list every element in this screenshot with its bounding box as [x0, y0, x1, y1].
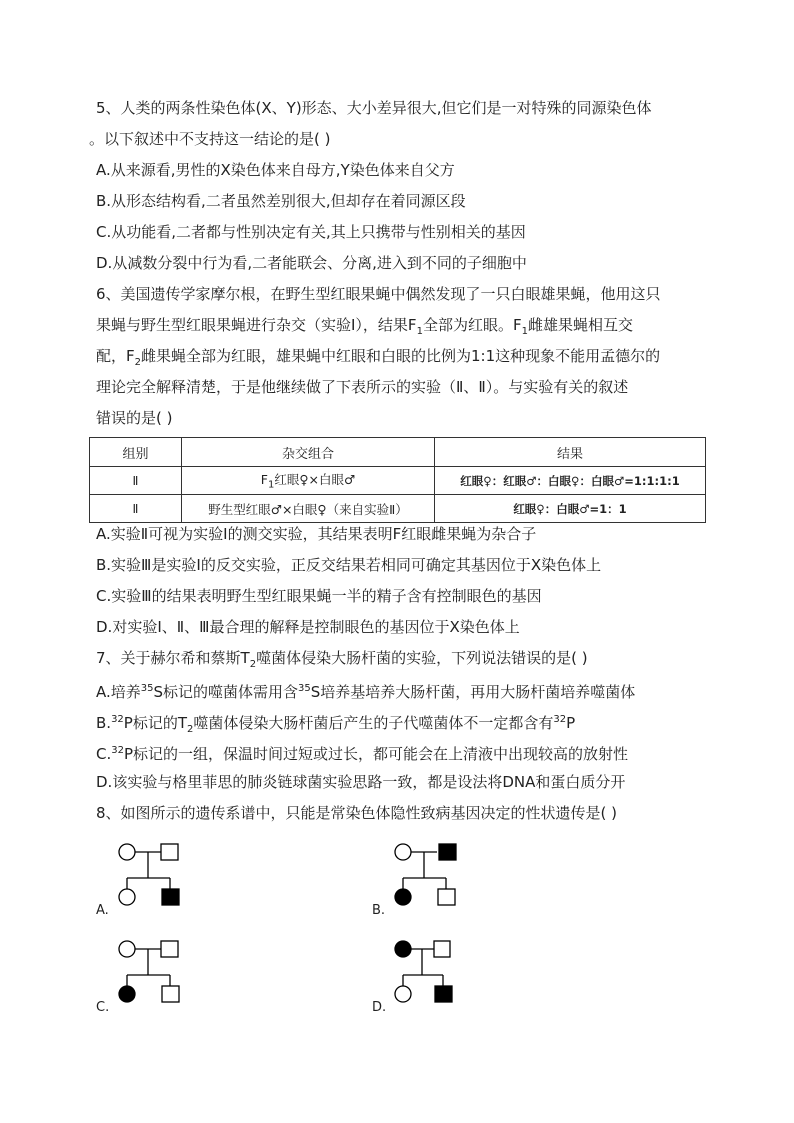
q6-stem-line3: 配，$F_2$雌果蝇全部为红眼，雄果蝇中红眼和白眼的比例为1:1这种现象不能用孟德尔的 — [96, 347, 661, 368]
table-cell-group: Ⅱ — [90, 495, 182, 523]
table-cell-cross: 野生型红眼♂×白眼♀（来自实验Ⅱ） — [182, 495, 435, 523]
q6-stem-line1: 6、美国遗传学家摩尔根，在野生型红眼果蝇中偶然发现了一只白眼雄果蝇，他用这只 — [96, 285, 661, 303]
q6-experiment-table — [89, 437, 706, 523]
q5-option-a: A.从来源看,男性的X染色体来自母方,Y染色体来自父方 — [96, 161, 455, 179]
q7-stem: 7、关于赫尔希和蔡斯$T_2$噬菌体侵染大肠杆菌的实验，下列说法错误的是( ) — [96, 649, 588, 670]
q7-option-b: B.$^{32}$P标记的$T_2$噬菌体侵染大肠杆菌后产生的子代噬菌体不一定都含有$^{32}$P — [96, 714, 576, 735]
table-cell-group: Ⅱ — [90, 467, 182, 495]
table-header-row — [90, 438, 706, 467]
q5-stem-line2: 。以下叙述中不支持这一结论的是( ) — [89, 130, 331, 148]
q5-option-c: C.从功能看,二者都与性别决定有关,其上只携带与性别相关的基因 — [96, 223, 526, 241]
table-row — [90, 467, 706, 495]
table-cell-result: 红眼♀：白眼♂=1：1 — [435, 495, 706, 523]
q8-stem: 8、如图所示的遗传系谱中，只能是常染色体隐性致病基因决定的性状遗传是( ) — [96, 804, 618, 822]
table-row — [90, 495, 706, 523]
table-cell-cross: $F_1$红眼♀×白眼♂ — [182, 467, 435, 495]
q6-option-b: B.实验Ⅲ是实验Ⅰ的反交实验，正反交结果若相同可确定其基因位于X染色体上 — [96, 556, 602, 574]
pedigree-a-label: A. — [96, 903, 109, 918]
q6-option-a: A.实验Ⅱ可视为实验Ⅰ的测交实验，其结果表明F红眼雌果蝇为杂合子 — [96, 525, 537, 543]
q6-option-d: D.对实验Ⅰ、Ⅱ、Ⅲ最合理的解释是控制眼色的基因位于X染色体上 — [96, 618, 520, 636]
table-header-cross: 杂交组合 — [182, 438, 435, 467]
q5-stem-line1: 5、人类的两条性染色体(X、Y)形态、大小差异很大,但它们是一对特殊的同源染色体 — [96, 99, 652, 117]
table-header-result: 结果 — [435, 438, 706, 467]
q7-option-d: D.该实验与格里菲思的肺炎链球菌实验思路一致，都是设法将DNA和蛋白质分开 — [96, 773, 626, 791]
pedigree-c — [112, 933, 192, 1009]
q7-option-c: C.$^{32}$P标记的一组，保温时间过短或过长，都可能会在上清液中出现较高的放射性 — [96, 745, 629, 763]
q6-stem-line4: 理论完全解释清楚，于是他继续做了下表所示的实验（Ⅱ、Ⅱ）。与实验有关的叙述 — [96, 378, 629, 396]
pedigree-b-label: B. — [372, 903, 386, 918]
pedigree-a — [112, 836, 192, 912]
q5-option-b: B.从形态结构看,二者虽然差别很大,但却存在着同源区段 — [96, 192, 466, 210]
q6-option-c: C.实验Ⅲ的结果表明野生型红眼果蝇一半的精子含有控制眼色的基因 — [96, 587, 542, 605]
q6-stem-line2: 果蝇与野生型红眼果蝇进行杂交（实验Ⅰ），结果$F_1$全部为红眼。$F_1$雌雄果蝇相互交 — [96, 316, 633, 337]
pedigree-d — [388, 933, 468, 1009]
q5-option-d: D.从减数分裂中行为看,二者能联会、分离,进入到不同的子细胞中 — [96, 254, 527, 272]
q6-stem-line5: 错误的是( ) — [96, 409, 173, 427]
table-cell-result: 红眼♀：红眼♂：白眼♀：白眼♂=1:1:1:1 — [435, 467, 706, 495]
q7-option-a: A.培养$^{35}$S标记的噬菌体需用含$^{35}$S培养基培养大肠杆菌，再用大肠杆菌培养噬菌体 — [96, 683, 636, 701]
pedigree-c-label: C. — [96, 1000, 110, 1015]
pedigree-b — [388, 836, 468, 912]
table-header-group: 组别 — [90, 438, 182, 467]
pedigree-d-label: D. — [372, 1000, 387, 1015]
